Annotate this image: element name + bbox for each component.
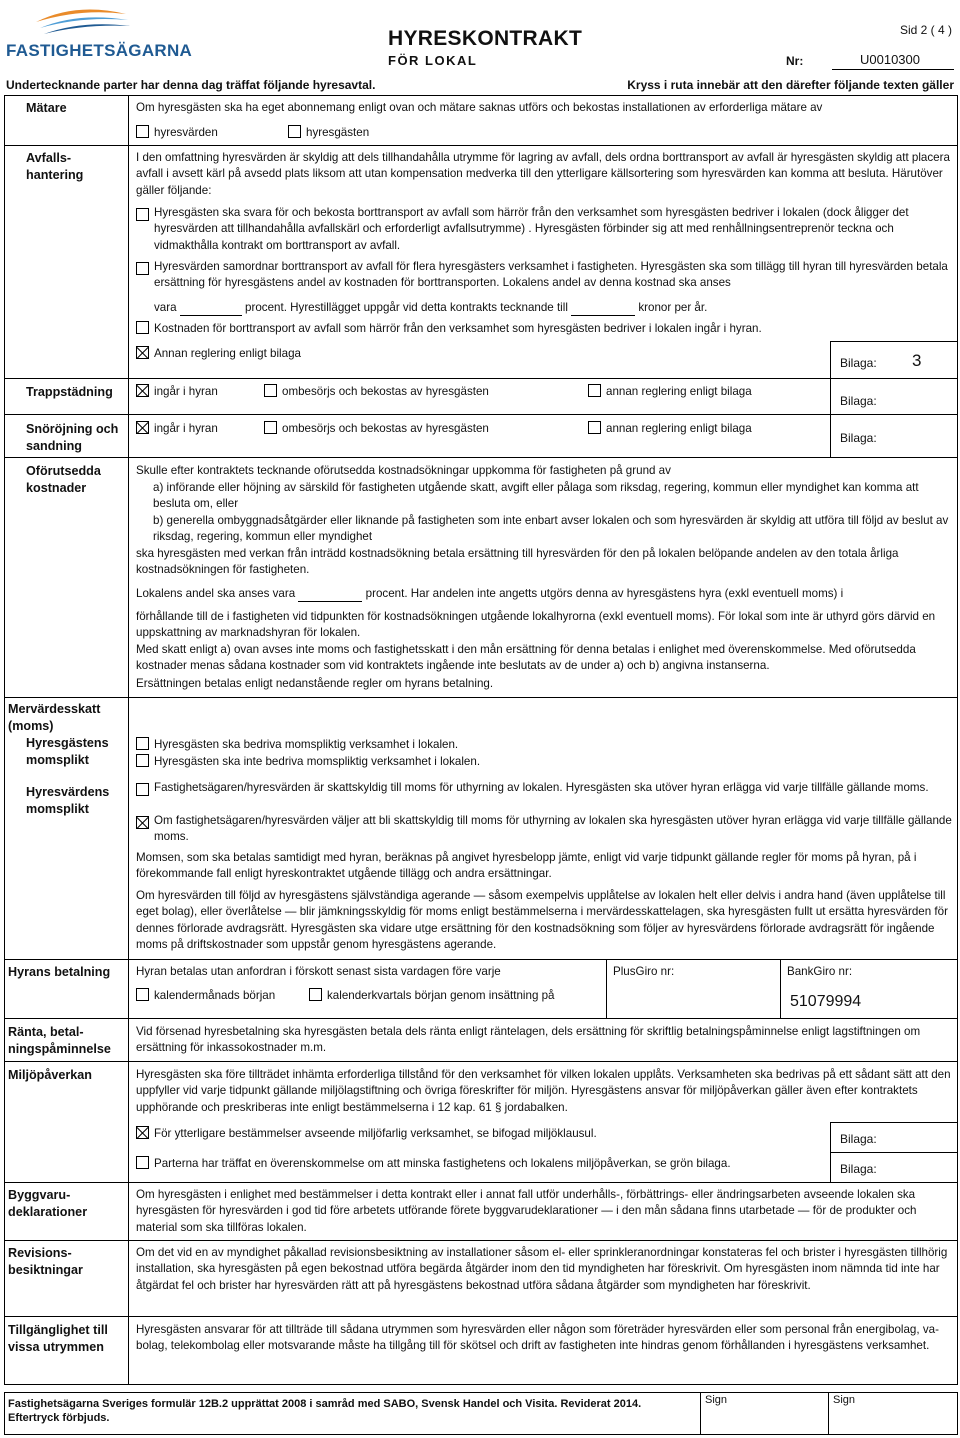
moms-option-v1[interactable]: Fastighetsägaren/hyresvärden är skattskyldig till moms för uthyrning av lokalen. Hyresgästen ska utöver hyran erlägga vid varje tillfälle gällande moms. — [136, 780, 952, 796]
checkbox[interactable] — [136, 988, 149, 1001]
section-label-moms: Mervärdesskatt (moms) — [8, 702, 101, 734]
document-title: HYRESKONTRAKT — [388, 27, 583, 50]
revision-text: Om det vid en av myndighet påkallad revisionsbesiktning av installationer såsom el- eller sprinkleranordningar konstateras fel och brister i hyresgästen tillhörig installation, ska hyresgästen på egen bekostnad utföra begärda åtgärder inom den tid myndigheten har föreskrivit. Om hyresgästen inom nämnda tid inte har åtgärdat fel och brister har hyresvärden rätt att på hyresgästens bekostnad utföra sådana åtgärder som myndigheten har föreskrivit. — [136, 1246, 948, 1292]
moms-sublabel-hyresgast: Hyresgästens momsplikt — [26, 736, 109, 768]
bankgiro-label: BankGiro nr: — [787, 965, 853, 978]
checkbox-checked[interactable] — [136, 421, 149, 434]
section-label-matare: Mätare — [26, 101, 67, 115]
section-label-sno: Snöröjning och sandning — [26, 422, 119, 454]
miljo-option-1[interactable]: För ytterligare bestämmelser avseende miljöfarlig verksamhet, se bifogad miljöklausul. — [136, 1126, 952, 1142]
divider — [5, 1182, 958, 1183]
section-label-trapp: Trappstädning — [26, 385, 113, 399]
avfall-option-1[interactable]: Hyresgästen ska svara för och bekosta borttransport av avfall som härrör från den verksamhet som hyresgästen bedriver i lokalen (dock åligger det hyresvärden att tillhandahålla avfallskärl och erforderligt avfallsutrymme) . Hyresgästen förbinder sig att med renhållningsentreprenör teckna och vidmakthålla kontrakt om borttransport av avfall. — [136, 205, 952, 254]
checkbox[interactable] — [264, 384, 277, 397]
sign-field-2[interactable]: Sign — [828, 1392, 958, 1435]
divider — [5, 959, 958, 960]
bilaga-label: Bilaga: — [840, 431, 877, 445]
divider — [5, 378, 958, 379]
trapp-option-2[interactable]: ombesörjs och bekostas av hyresgästen — [264, 384, 489, 400]
ranta-text: Vid försenad hyresbetalning ska hyresgästen betala dels ränta enligt räntelagen, dels ersättning för skriftlig betalningspåminnelse enligt lagstiftningen om ersättning för inkassokostnader m.m. — [136, 1025, 921, 1055]
oforutsedda-a: a) införande eller höjning av särskild för fastigheten utgående skatt, avgift eller pålaga som riksdag, regering, kommun eller myndighet kan komma att besluta om, eller — [153, 481, 919, 511]
checkbox-checked[interactable] — [136, 346, 149, 359]
divider — [5, 697, 958, 698]
checkbox-checked[interactable] — [136, 816, 149, 829]
oforutsedda-p2: ska hyresgästen med verkan från inträdd kostnadsökning betala ersättning till hyresvärden för den på lokalen belöpande andelen av den totala årliga kostnadsökningen för fastigheten. — [136, 547, 899, 577]
divider — [5, 1316, 958, 1317]
divider — [5, 1018, 958, 1019]
contract-number-label: Nr: — [786, 54, 804, 68]
moms-p2: Om hyresvärden till följd av hyresgästens självständiga agerande — såsom exempelvis upplåtelse av lokalen helt eller delvis i andra hand (även upplåtelse till eget bolag), eller överlåtelse — blir jämkningsskyldig för moms enligt bestämmelserna i mervärdesskattelagen, ska hyresgästen fullt ut ersätta hyresvärden för dennes förlorade avdragsrätt. Hyresgästen ska vidare utge ersättning för den kostnadsökning som följer av hyresvärdens förlorade avdragsrätt för ingående moms på driftskostnader som uppstår genom hyresgästens agerande. — [136, 889, 948, 952]
document-subtitle: FÖR LOKAL — [388, 53, 478, 68]
signed-note: Undertecknande parter har denna dag träffat följande hyresavtal. — [6, 78, 376, 92]
section-label-oforutsedda: Oförutsedda kostnader — [26, 464, 101, 496]
footer-text — [8, 1397, 641, 1426]
divider — [606, 959, 607, 1018]
oforutsedda-andel-line: Lokalens andel ska anses vara procent. Har andelen inte angetts utgörs denna av hyresgästens hyra (exkl eventuell moms) i — [136, 586, 952, 602]
sno-option-3[interactable]: annan reglering enligt bilaga — [588, 421, 752, 437]
bilaga-label: Bilaga: — [840, 356, 877, 370]
logo-text: FASTIGHETSÄGARNA — [6, 41, 193, 60]
divider — [5, 145, 958, 146]
bankgiro-value[interactable]: 51079994 — [790, 993, 862, 1010]
checkbox[interactable] — [264, 421, 277, 434]
andel-procent-field[interactable] — [298, 601, 362, 602]
kronor-field[interactable] — [571, 315, 635, 316]
sno-option-2[interactable]: ombesörjs och bekostas av hyresgästen — [264, 421, 489, 437]
moms-option-v2[interactable]: Om fastighetsägaren/hyresvärden väljer att bli skattskyldig till moms för uthyrning av lokalen ska hyresgästen utöver hyran erlägga vid varje tillfälle gällande moms. — [136, 813, 952, 846]
cross-note: Kryss i ruta innebär att den därefter följande texten gäller — [627, 78, 954, 92]
checkbox[interactable] — [136, 754, 149, 767]
avfall-fee-line: vara procent. Hyrestillägget uppgår vid detta kontrakts tecknande till kronor per år. — [154, 300, 707, 316]
column-divider — [128, 96, 129, 1384]
divider — [5, 1240, 958, 1241]
bilaga-value[interactable]: 3 — [912, 351, 922, 370]
moms-option-g1[interactable]: Hyresgästen ska bedriva momspliktig verksamhet i lokalen. — [136, 737, 952, 753]
divider — [780, 959, 781, 1018]
contract-number-field[interactable]: U0010300 — [832, 51, 954, 70]
matare-option-hyresvarden[interactable]: hyresvärden — [136, 125, 218, 141]
moms-option-g2[interactable]: Hyresgästen ska inte bedriva momspliktig verksamhet i lokalen. — [136, 754, 952, 770]
hyrans-option-1[interactable]: kalendermånads början — [136, 988, 275, 1004]
checkbox-checked[interactable] — [136, 1126, 149, 1139]
fastighetsagarna-logo — [6, 4, 193, 60]
avfall-intro: I den omfattning hyresvärden är skyldig att dels tillhandahålla utrymme för lagring av avfall, dels ordna borttransport av avfall är hyresgästen skyldig att placera avfall i avsett kärl på avsedd plats liksom att utan kompensation medverka till den ytterligare källsortering som hyresvärden kan komma att besluta. Härutöver gäller följande: — [136, 151, 950, 197]
checkbox[interactable] — [136, 737, 149, 750]
checkbox[interactable] — [136, 208, 149, 221]
divider — [5, 1061, 958, 1062]
section-label-hyrans: Hyrans betalning — [8, 965, 111, 979]
bygg-text: Om hyresgästen i enlighet med bestämmelser i detta kontrakt eller i annat fall utför underhålls-, förbättrings- eller ändringsarbeten avseende lokalen ska hyresgästen för hyresvärden i god tid före arbetets utförande förete byggvarudeklarationer — i den mån sådana finns utarbetade — för de produkter och material som ska tillföras lokalen. — [136, 1188, 917, 1234]
checkbox-checked[interactable] — [136, 384, 149, 397]
checkbox[interactable] — [588, 384, 601, 397]
checkbox[interactable] — [136, 125, 149, 138]
checkbox[interactable] — [136, 783, 149, 796]
divider — [830, 378, 831, 414]
hyrans-text: Hyran betalas utan anfordran i förskott senast sista vardagen före varje — [136, 965, 501, 978]
tillganglighet-text: Hyresgästen ansvarar för att tillträde till sådana utrymmen som hyresvärden eller någon som företräder hyresvärden eller som personal från energibolag, va-bolag, telekombolag eller motsvarande måste ha tillgång till för skötsel och drift av fastigheten inte hindras genom förhållanden i hyresgästens verksamhet. — [136, 1323, 939, 1353]
logo-swoosh-icon — [6, 4, 176, 44]
divider — [5, 457, 958, 458]
checkbox[interactable] — [136, 262, 149, 275]
avfall-option-4[interactable]: Annan reglering enligt bilaga — [136, 346, 952, 362]
bilaga-label: Bilaga: — [840, 394, 877, 408]
page-number: Sid 2 ( 4 ) — [899, 23, 952, 37]
footer-line-1: Fastighetsägarna Sveriges formulär 12B.2 upprättat 2008 i samråd med SABO, Svensk Handel och Visita. Reviderat 2014. — [8, 1398, 642, 1410]
section-label-bygg: Byggvaru-deklarationer — [8, 1188, 88, 1220]
miljo-text: Hyresgästen ska före tillträdet inhämta erforderliga tillstånd för den verksamhet för vilken lokalen upplåts. Verksamheten ska bedrivas på ett sådant sätt att den uppfyller vid varje tidpunkt gällande miljölagstiftning och övriga föreskrifter för miljön. Hyresgästens ansvar för miljöpåverkan gäller även efter kontraktets upphörande och preskriberas inte enligt bestämmelserna i 12 kap. 61 § jordabalken. — [136, 1068, 951, 1114]
divider — [830, 414, 831, 457]
sno-option-1[interactable]: ingår i hyran — [136, 421, 218, 437]
oforutsedda-p3: förhållande till de i fastigheten vid tidpunkten för kostnadsökningen utgående lokalhyrorna (exkl eventuell moms). För lokal som inte är uthyrd görs därvid en uppskattning av marknadshyran för lokalen. — [136, 610, 936, 640]
oforutsedda-intro: Skulle efter kontraktets tecknande oförutsedda kostnadsökningar uppkomma för fastigheten på grund av — [136, 464, 671, 477]
bilaga-label: Bilaga: — [840, 1132, 877, 1146]
checkbox[interactable] — [136, 321, 149, 334]
trapp-option-3[interactable]: annan reglering enligt bilaga — [588, 384, 752, 400]
checkbox[interactable] — [288, 125, 301, 138]
procent-field[interactable] — [180, 315, 242, 316]
matare-option-hyresgasten[interactable]: hyresgästen — [288, 125, 369, 141]
matare-text: Om hyresgästen ska ha eget abonnemang enligt ovan och mätare saknas utförs och bekostas installationen av erforderliga mätare av — [136, 101, 823, 114]
miljo-option-2[interactable]: Parterna har träffat en överenskommelse om att minska fastighetens och lokalens miljöpåverkan, se grön bilaga. — [136, 1156, 952, 1172]
checkbox[interactable] — [309, 988, 322, 1001]
oforutsedda-p5: Ersättningen betalas enligt nedanstående regler om hyrans betalning. — [136, 677, 494, 690]
moms-p1: Momsen, som ska betalas samtidigt med hyran, beräknas på angivet hyresbelopp jämte, enligt vid varje tidpunkt gällande regler för moms på hyran, på i förekommande fall enligt hyreskontraktet utgående tillägg och andra ersättningar. — [136, 851, 917, 881]
avfall-option-2[interactable]: Hyresvärden samordnar borttransport av avfall för flera hyresgästers verksamhet i fastigheten. Hyresgästen ska som tillägg till hyran till hyresvärden betala ersättning för hyresgästens andel av kostnaden för borttransporten. Lokalens andel av denna kostnad ska anses — [136, 259, 952, 292]
section-label-tillganglighet: Tillgänglighet till vissa utrymmen — [8, 1323, 108, 1355]
oforutsedda-p4: Med skatt enligt a) ovan avses inte moms och fastighetsskatt i den mån ersättning för denna betalas i enlighet med överenskommelse. Med oförutsedda kostnader menas sådana kostnader som vid kontraktets ingående inte beslutats av de under a) och b) angivna instanserna. — [136, 643, 916, 673]
plusgiro-label: PlusGiro nr: — [613, 965, 675, 978]
footer-line-2: Eftertryck förbjuds. — [8, 1412, 110, 1425]
checkbox[interactable] — [136, 1156, 149, 1169]
divider — [830, 1122, 958, 1123]
hyrans-option-2[interactable]: kalenderkvartals början genom insättning på — [309, 988, 555, 1004]
section-label-ranta: Ränta, betal-ningspåminnelse — [8, 1025, 111, 1057]
bilaga-label: Bilaga: — [840, 1162, 877, 1176]
divider — [5, 414, 958, 415]
oforutsedda-b: b) generella ombyggnadsåtgärder eller liknande på fastigheten som inte enbart avser lokalen och som hyresvärden är skyldig att utföra till följd av beslut av riksdag, regering, kommun eller myndighet — [153, 514, 949, 544]
avfall-option-3[interactable]: Kostnaden för borttransport av avfall som härrör från den verksamhet som hyresgästen bedriver i lokalen ingår i hyran. — [136, 321, 952, 337]
divider — [830, 1152, 958, 1153]
checkbox[interactable] — [588, 421, 601, 434]
section-label-miljo: Miljöpåverkan — [8, 1068, 92, 1082]
trapp-option-1[interactable]: ingår i hyran — [136, 384, 218, 400]
section-label-avfall: Avfalls-hantering — [26, 151, 84, 183]
moms-sublabel-hyresvard: Hyresvärdens momsplikt — [26, 785, 110, 817]
section-label-revision: Revisions-besiktningar — [8, 1246, 83, 1278]
sign-field-1[interactable]: Sign — [700, 1392, 828, 1435]
